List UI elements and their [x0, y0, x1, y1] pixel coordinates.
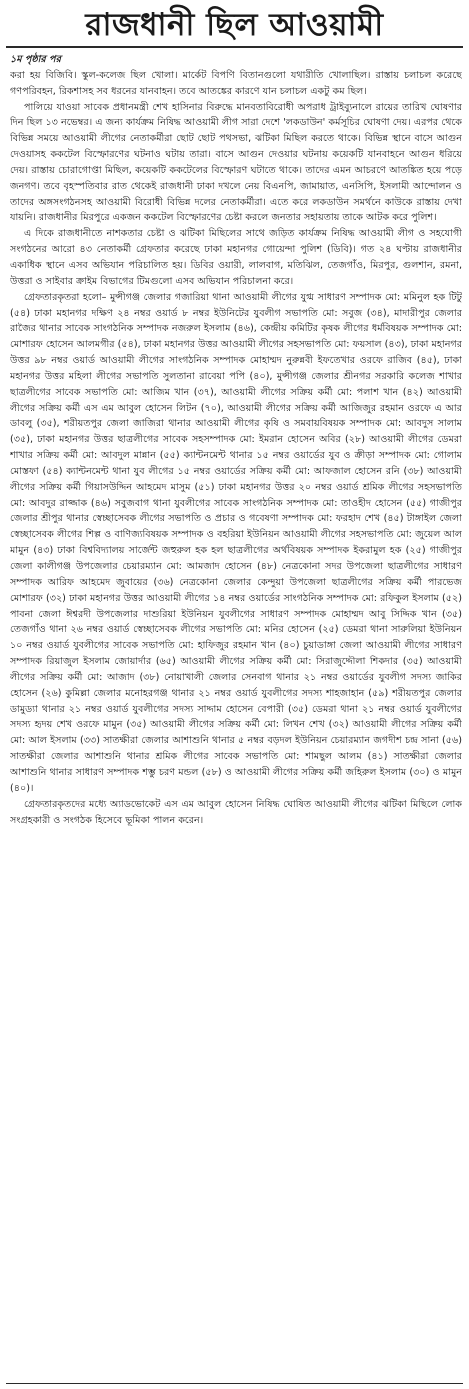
- bottom-rule: [6, 1383, 463, 1384]
- headline-rule: [6, 46, 463, 48]
- paragraph-4: গ্রেফতারকৃতরা হলো– মুন্সীগঞ্জ জেলার গজারিয়া থানা আওয়ামী লীগের যুগ্ম সাধারণ সম্পাদক মো: মমিনুল হক টিটু (৫৪) ঢাকা মহানগর দক্ষিণ ২৪ নম্বর ওয়ার্ড ৮ নম্বর ইউনিটের যুবলীগ সভাপতি মো: সবুজ (৩৪), মাদারীপুর জেলার রাজৈর থানার সাবেক সাংগঠনিক সম্পাদক নজরুল ইসলাম (৪৬), কেন্দ্রীয় কমিটির কৃষক লীগের ধর্মবিষয়ক সম্পাদক মো: মোশারফ হোসেন আলমগীর (৫৪), ঢাকা মহানগর উত্তর আওয়ামী লীগের সহসভাপতি মো: ফয়সাল (৪৩), ঢাকা মহানগর উত্তর ৯৮ নম্বর ওয়ার্ড আওয়ামী লীগের সাংগঠনিক সম্পাদক মোহাম্মদ নুরুন্নবী ইফতেখার ওরফে রাজিব (৪৫), ঢাকা মহানগর উত্তর মহিলা লীগের সভাপতি সুলতানা রাবেয়া পপি (৪০), মুন্সীগঞ্জ জেলার শ্রীনগর সরকারি কলেজ শাখার ছাত্রলীগের সাবেক সভাপতি মো: আজিম খান (৩৭), আওয়ামী লীগের সক্রিয় কর্মী মো: পলাশ খান (৪২) আওয়ামী লীগের সক্রিয় কর্মী এস এম আবুল হোসেন লিটন (৭০), আওয়ামী লীগের সক্রিয় কর্মী আজিজুর রহমান ওরফে এ আর ডাবলু (৩৫), শরীয়তপুর জেলা জাজিরা থানার আওয়ামী লীগের কৃষি ও সমবায়বিষয়ক সম্পাদক মো: আবদুস সালাম (৩৫), ঢাকা মহানগর উত্তর ছাত্রলীগের সাবেক সহসম্পাদক মো: ইমরান হোসেন অবির (২৮) আওয়ামী লীগের ডেমরা শাখার সক্রিয় কর্মী মো: আবদুল মান্নান (৫৫) ক্যান্টনমেন্ট থানার ১৫ নম্বর ওয়ার্ডের যুব ও ক্রীড়া সম্পাদক মো: গোলাম মোস্তফা (৫৪) ক্যান্টনমেন্ট থানা যুব লীগের ১৫ নম্বর ওয়ার্ডের সক্রিয় কর্মী মো: আফজাল হোসেন রনি (৩৮) আওয়ামী লীগের সক্রিয় কর্মী গিয়াসউদ্দিন আহমেদ মাসুম (৫১) ঢাকা মহানগর উত্তর ২০ নম্বর ওয়ার্ড শ্রমিক লীগের সহসভাপতি মো: আবদুর রাজ্জাক (৪৬) সবুজবাগ থানা যুবলীগের সাবেক সাংগঠনিক সম্পাদক মো: তাওহীদ হোসেন (৫৫) গাজীপুর জেলার শ্রীপুর থানার স্বেচ্ছাসেবক লীগের সভাপতি ও প্রচার ও গবেষণা সম্পাদক মো: ফরহাদ শেখ (৪৫) টাঙ্গাইল জেলা স্বেচ্ছাসেবক লীগের শিল্প ও বাণিজ্যবিষয়ক সম্পাদক ও বহরিয়া ইউনিয়ন আওয়ামী লীগের সহসভাপতি মো: জুয়েল আল মামুন (৪৩) ঢাকা বিশ্ববিদ্যালয় সার্জেন্ট জহুরুল হক হল ছাত্রলীগের অর্থবিষয়ক সম্পাদক ইকরামুল হক (২৫) গাজীপুর জেলা কালীগঞ্জ উপজেলার চেয়ারম্যান মো: আমজাদ হোসেন (৪৮) নেত্রকোনা সদর উপজেলা ছাত্রলীগের সাধারণ সম্পাদক আরিফ আহমেদ জুবায়ের (৩৬) নেত্রকোনা জেলার কেন্দুয়া উপজেলা ছাত্রলীগের সক্রিয় কর্মী পারভেজ মোশারফ (৩২) ঢাকা মহানগর উত্তর আওয়ামী লীগের ১৪ নম্বর ওয়ার্ডের সাংগঠনিক সম্পাদক মো: রফিকুল ইসলাম (৫২) পাবনা জেলা ঈশ্বরদী উপজেলার দাশুরিয়া ইউনিয়ন যুবলীগের সাধারণ সম্পাদক মোহাম্মদ আবু সিদ্দিক খান (৩৫) তেজগাঁও থানা ২৬ নম্বর ওয়ার্ড স্বেচ্ছাসেবক লীগের সভাপতি মো: মনির হোসেন (২৫) ডেমরা থানা সারুলিয়া ইউনিয়ন ১০ নম্বর ওয়ার্ড যুবলীগের সাবেক সভাপতি মো: হাফিজুর রহমান খান (৪০) চুয়াডাঙ্গা জেলা আওয়ামী লীগের সাধারণ সম্পাদক রিয়াজুল ইসলাম জোয়ার্দার (৬৫) আওয়ামী লীগের সক্রিয় কর্মী মো: সিরাজুদ্দৌলা শিকদার (৩৫) আওয়ামী লীগের সক্রিয় কর্মী মো: আজাদ (৩৮) নোয়াখালী জেলার সেনবাগ থানার ২১ নম্বর ওয়ার্ডের যুবলীগ সদস্য জাকির হোসেন (২৬) কুমিল্লা জেলার মনোহরগঞ্জ থানার ২১ নম্বর ওয়ার্ড যুবলীগের সদস্য শাহজাহান (৫৯) শরীয়তপুর জেলার ডামুড্যা থানার ২১ নম্বর ওয়ার্ড যুবলীগের সদস্য সাদ্দাম হোসেন বেপারী (৩৫) ডেমরা থানা ২১ নম্বর ওয়ার্ড যুবলীগের সদস্য হৃদয় শেখ ওরফে মামুন (৩৫) আওয়ামী লীগের সক্রিয় কর্মী মো: লিখন শেখ (৩২) আওয়ামী লীগের সক্রিয় কর্মী মো: আল ইসলাম (৩৩) সাতক্ষীরা জেলার আশাশুনি থানার ৫ নম্বর বড়দল ইউনিয়ন চেয়ারম্যান জগদীশ চন্দ্র সানা (৫৬) সাতক্ষীরা জেলার আশাশুনি থানার শ্রমিক লীগের সাবেক সভাপতি মো: শামছুল আলম (৪১) সাতক্ষীরা জেলার আশাশুনি থানার সাধারণ সম্পাদক শম্ভু চরণ মন্ডল (৫৮) ও আওয়ামী লীগের সক্রিয় কর্মী জহিরুল ইসলাম (৩০) ও মামুন (৪০)।: [10, 291, 462, 794]
- continued-from-label: ১ম পৃষ্ঠার পর: [10, 54, 61, 65]
- article-body: [10, 52, 462, 1382]
- paragraph-1: করা হয় বিজিবি। স্কুল-কলেজ ছিল খোলা। মার্কেট বিপণি বিতানগুলো যথারীতি খোলাছিল। রাস্তায় চলাচল করেছে গণপরিবহন, রিকশাসহ সব ধরনের যানবাহন। তবে আতঙ্কের কারণে যান চলাচল একটু কম ছিল।: [10, 69, 462, 97]
- paragraph-5: গ্রেফতারকৃতদের মধ্যে অ্যাডভোকেট এস এম আবুল হোসেন নিষিদ্ধ ঘোষিত আওয়ামী লীগের ঝটিকা মিছিলে লোক সংগ্রহকারী ও সংগঠক হিসেবে ভূমিকা পালন করেন।: [10, 798, 462, 826]
- headline: রাজধানী ছিল আওয়ামী: [85, 7, 384, 43]
- paragraph-3: এ দিকে রাজধানীতে নাশকতার চেষ্টা ও ঝটিকা মিছিলের সাথে জড়িত কার্যক্রম নিষিদ্ধ আওয়ামী লীগ ও সহযোগী সংগঠনের আরো ৪৩ নেতাকর্মী গ্রেফতার করেছে ঢাকা মহানগর গোয়েন্দা পুলিশ (ডিবি)। গত ২৪ ঘণ্টায় রাজধানীর একাধিক স্থানে এসব অভিযান পরিচালিত হয়। ডিবির ওয়ারী, লালবাগ, মতিঝিল, তেজগাঁও, মিরপুর, গুলশান, রমনা, উত্তরা ও সাইবার ক্রাইম বিভাগের টিমগুলো এসব অভিযান পরিচালনা করে।: [10, 228, 462, 287]
- paragraph-2: পালিয়ে যাওয়া সাবেক প্রধানমন্ত্রী শেখ হাসিনার বিরুদ্ধে মানবতাবিরোধী অপরাধ ট্রাইব্যুনালে রায়ের তারিখ ঘোষণার দিন ছিল ১৩ নভেম্বর। এ জন্য কার্যক্রম নিষিদ্ধ আওয়ামী লীগ সারা দেশে 'লকডাউন' কর্মসূচির ঘোষণা দেয়। এরপর থেকে বিভিন্ন সময়ে আওয়ামী লীগের নেতাকর্মীরা ছোট ছোট পথসভা, ঝটিকা মিছিল করতে থাকে। বিভিন্ন স্থানে বাসে আগুন দেওয়াসহ ককটেল বিস্ফোরণের ঘটনাও ঘটায় তারা। বাসে আগুন দেওয়ার ঘটনায় কয়েকটি যানবাহনে আগুন ধরিয়ে দেয়। রাস্তায় চোরাগোপ্তা মিছিল, কয়েকটি ককটেলের বিস্ফোরণ ঘটাতে থাকে। তাদের এমন আচরণে আতঙ্কিত হয়ে পড়ে জনগণ। তবে বৃহস্পতিবার রাত থেকেই রাজধানী ঢাকা দখলে নেয় বিএনপি, জামায়াত, এনসিপি, ইসলামী আন্দোলন ও তাদের অঙ্গসংগঠনসহ আওয়ামী বিরোধী বিভিন্ন দলের নেতাকর্মীরা। এতে করে লকডাউন সমর্থনে কাউকে রাস্তায় দেখা যায়নি। রাজধানীর মিরপুরে একজন ককটেল বিস্ফোরণের চেষ্টা করলে জনতার সহায়তায় তাকে আটক করে পুলিশ।: [10, 101, 462, 224]
